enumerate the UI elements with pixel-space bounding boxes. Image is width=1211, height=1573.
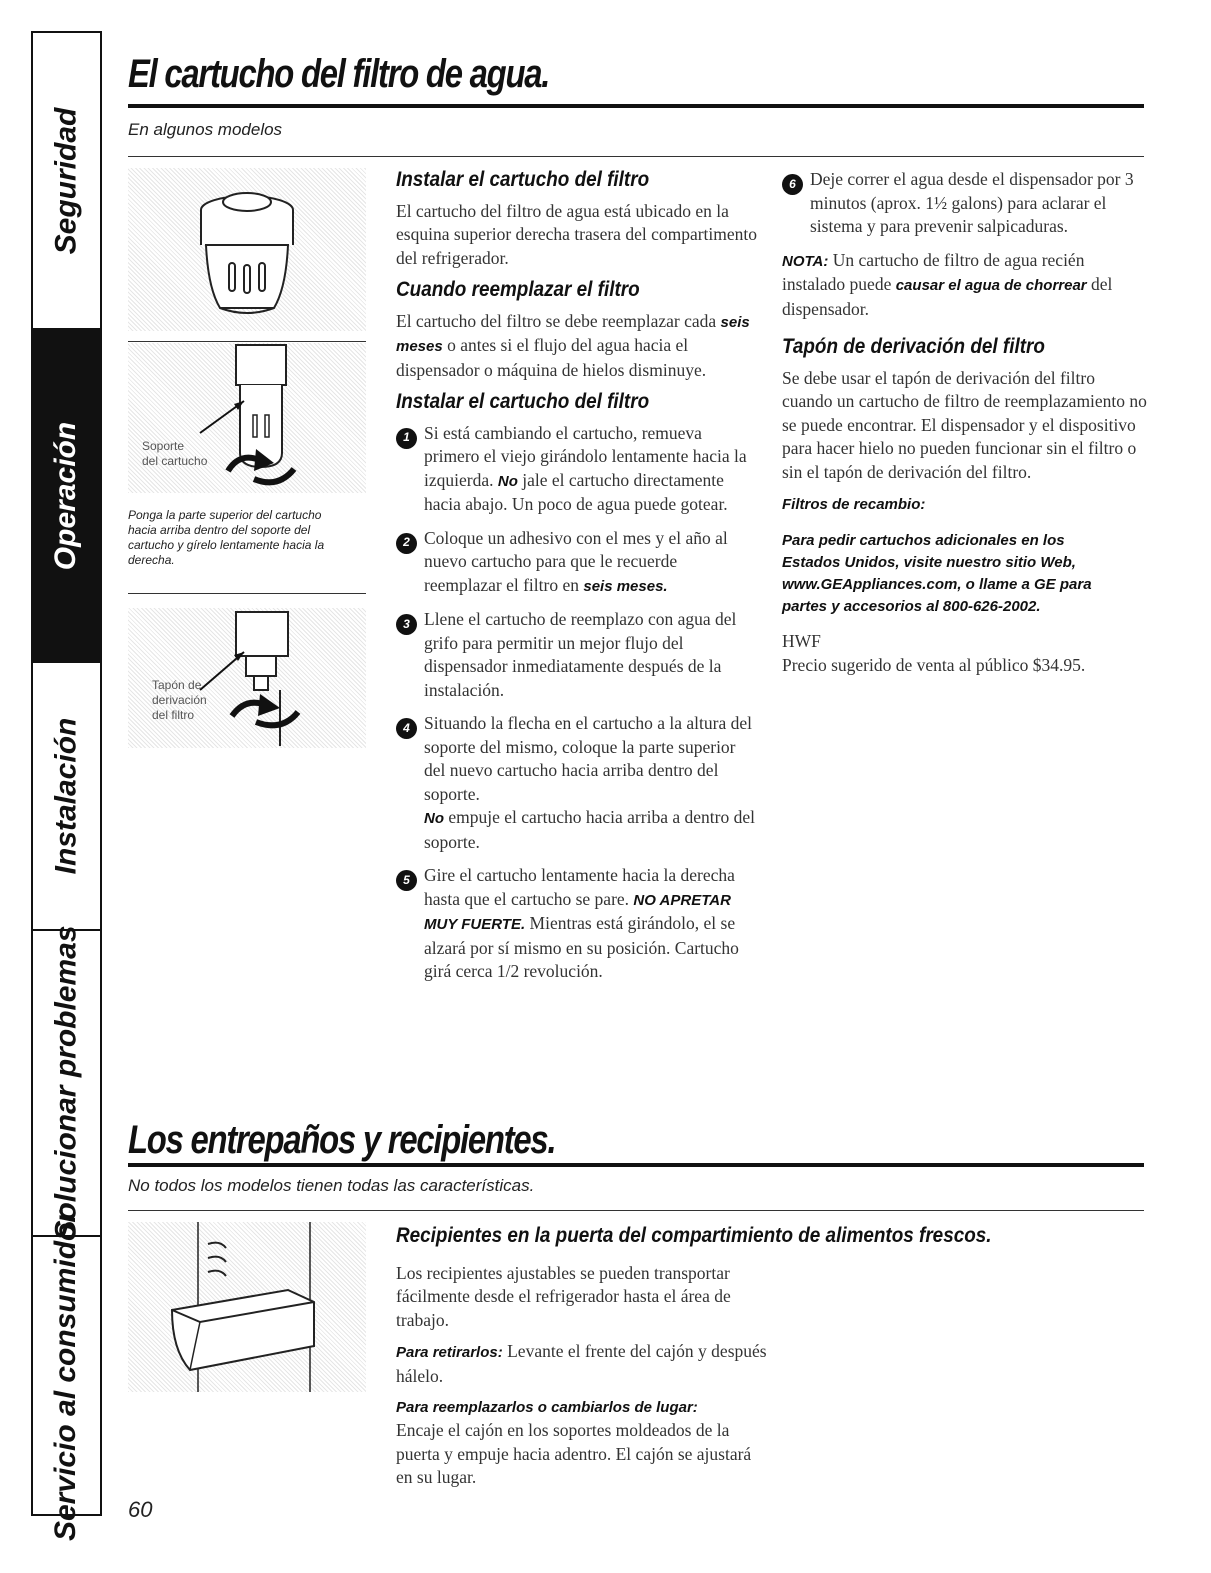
step-number: 6 [782, 174, 803, 195]
tab-instalacion[interactable] [33, 663, 100, 931]
page-number: 60 [128, 1497, 153, 1522]
holder-label [142, 439, 207, 469]
bypass-label-line: derivación [152, 693, 207, 707]
step-number: 3 [396, 614, 417, 635]
remove-text: Levante el frente del cajón y después hálelo. [396, 1341, 767, 1386]
step-text: Situando la flecha en el cartucho a la altura del soporte del mismo, coloque la parte superior del nuevo cartucho hacia arriba dentro del soporte. [424, 713, 752, 804]
replace-text [396, 310, 758, 383]
tab-solucionar-problemas[interactable] [33, 925, 100, 1241]
step-emphasis: NO APRETAR MUY FUERTE. [424, 891, 731, 933]
cartridge-drawing [128, 168, 366, 331]
step-4 [396, 712, 758, 854]
holder-caption: Ponga la parte superior del cartucho hacia arriba dentro del soporte del cartucho y gírelo lentamente hacia la derecha. [128, 508, 325, 567]
tab-servicio-consumidor[interactable] [33, 1210, 100, 1541]
shelves-section-title: Los entrepaños y recipientes. [128, 1118, 556, 1162]
remove-instructions [396, 1340, 768, 1388]
step-text: Mientras está girándolo, el se alzará por sí mismo en su posición. Cartucho girá cerca 1/2 revolución. [424, 913, 739, 981]
shelves-section-subtitle: No todos los modelos tienen todas las características. [128, 1176, 535, 1195]
step-number: 1 [396, 428, 417, 449]
tab-label: Instalación [49, 717, 83, 875]
replace-text-b: o antes si el flujo del agua hacia el dispensador o máquina de hielos disminuye. [396, 335, 707, 380]
tab-seguridad[interactable] [33, 33, 100, 330]
holder-drawing [128, 343, 366, 493]
step-5 [396, 864, 758, 984]
title-rule [128, 1163, 1144, 1167]
nota-text: Un cartucho de filtro de agua recién instalado puede [782, 249, 1085, 294]
holder-label-line: del cartucho [142, 454, 208, 468]
bypass-plug-illustration [128, 608, 366, 748]
step-emphasis: No [497, 472, 518, 490]
step-text: Coloque un adhesivo con el mes y el año al nuevo cartucho para que le recuerde reemplazar el filtro en [424, 527, 728, 595]
replace-label: Para reemplazarlos o cambiarlos de lugar: [396, 1399, 698, 1416]
step-text: Si está cambiando el cartucho, remueva primero el viejo girándolo lentamente hacia la izquierda. [424, 422, 747, 490]
bins-text: Los recipientes ajustables se pueden transportar fácilmente desde el refrigerador hasta el área de trabajo. [396, 1262, 731, 1330]
filter-section-subtitle: En algunos modelos [128, 120, 283, 139]
figure-rule [128, 593, 366, 594]
cartridge-illustration [128, 168, 366, 331]
bins-heading: Recipientes en la puerta del compartimiento de alimentos frescos. [396, 1224, 992, 1247]
step-number: 2 [396, 533, 417, 554]
install-heading-2: Instalar el cartucho del filtro [396, 390, 650, 413]
subtitle-rule [128, 1210, 1144, 1211]
nota-emphasis: causar el agua de chorrear [895, 277, 1087, 294]
door-bin-drawing [128, 1222, 366, 1392]
nota-text: del dispensador. [782, 274, 1113, 319]
step-text: jale el cartucho directamente hacia abajo. Un poco de agua puede gotear. [424, 469, 728, 514]
install-heading: Instalar el cartucho del filtro [396, 168, 650, 191]
step-number: 4 [396, 718, 417, 739]
step-1 [396, 422, 758, 517]
nota [782, 249, 1147, 322]
step-emphasis: No [424, 810, 444, 827]
replacement-order-text: Para pedir cartuchos adicionales en los Estados Unidos, visite nuestro sitio Web, www.GEAppliances.com, o llame a GE para partes y accesorios al 800-626-2002. [782, 532, 1092, 615]
tab-label: Operación [49, 421, 83, 570]
step-number: 5 [396, 870, 417, 891]
bypass-label-line: Tapón de [152, 678, 202, 692]
subtitle-rule [128, 156, 1144, 157]
replace-heading: Cuando reemplazar el filtro [396, 278, 640, 301]
right-column [782, 168, 1147, 677]
bins-content [396, 1224, 1146, 1498]
step-emphasis: seis meses. [583, 577, 668, 595]
bypass-text: Se debe usar el tapón de derivación del filtro cuando un cartucho de filtro de reemplazamiento no se puede encontrar. El dispensador y el dispositivo para hacer hielo no pueden funcionar sin el filtro o sin el tapón de derivación del filtro. [782, 367, 1147, 482]
install-text: El cartucho del filtro de agua está ubicado en la esquina superior derecha trasera del compartimento del refrigerador. [396, 200, 758, 268]
tab-label: Seguridad [49, 107, 83, 254]
model-number: HWF [782, 631, 821, 651]
filter-section-title: El cartucho del filtro de agua. [128, 52, 550, 96]
replace-text: Encaje el cajón en los soportes moldeados de la puerta y empuje hacia adentro. El cajón se ajustará en su lugar. [396, 1420, 752, 1487]
bypass-label-line: del filtro [152, 708, 195, 722]
cartridge-holder-illustration [128, 343, 366, 493]
step-3 [396, 608, 758, 702]
tab-label: Solucionar problemas [49, 925, 83, 1241]
door-bin-illustration [128, 1222, 366, 1392]
nota-label: NOTA: [782, 252, 829, 270]
price-text: Precio sugerido de venta al público $34.95. [782, 654, 1086, 675]
replace-text-a: El cartucho del filtro se debe reemplazar cada [396, 310, 717, 331]
title-rule [128, 104, 1144, 108]
replacement-heading: Filtros de recambio: [782, 496, 926, 513]
replace-emphasis: seis meses [396, 313, 750, 355]
step-text: empuje el cartucho hacia arriba a dentro del soporte. [424, 807, 755, 852]
remove-label: Para retirarlos: [396, 1344, 503, 1361]
install-column [396, 168, 758, 994]
step-2 [396, 527, 758, 599]
figure-rule [128, 341, 366, 342]
holder-label-line: Soporte [142, 439, 185, 453]
bypass-heading: Tapón de derivación del filtro [782, 335, 1045, 358]
tab-operacion[interactable] [33, 330, 100, 663]
bins-body [396, 1262, 768, 1490]
step-text: Deje correr el agua desde el dispensador por 3 minutos (aprox. 1½ galons) para aclarar el sistema y para prevenir salpicaduras. [810, 169, 1134, 236]
step-6 [782, 168, 1147, 239]
section-sidebar [31, 31, 102, 1541]
bypass-label [152, 678, 207, 723]
step-text: Llene el cartucho de reemplazo con agua del grifo para permitir un mejor flujo del dispensador inmediatamente después de la instalación. [424, 609, 737, 700]
step-text: Gire el cartucho lentamente hacia la derecha hasta que el cartucho se pare. [424, 865, 735, 909]
tab-label: Servicio al consumidor [49, 1210, 83, 1541]
